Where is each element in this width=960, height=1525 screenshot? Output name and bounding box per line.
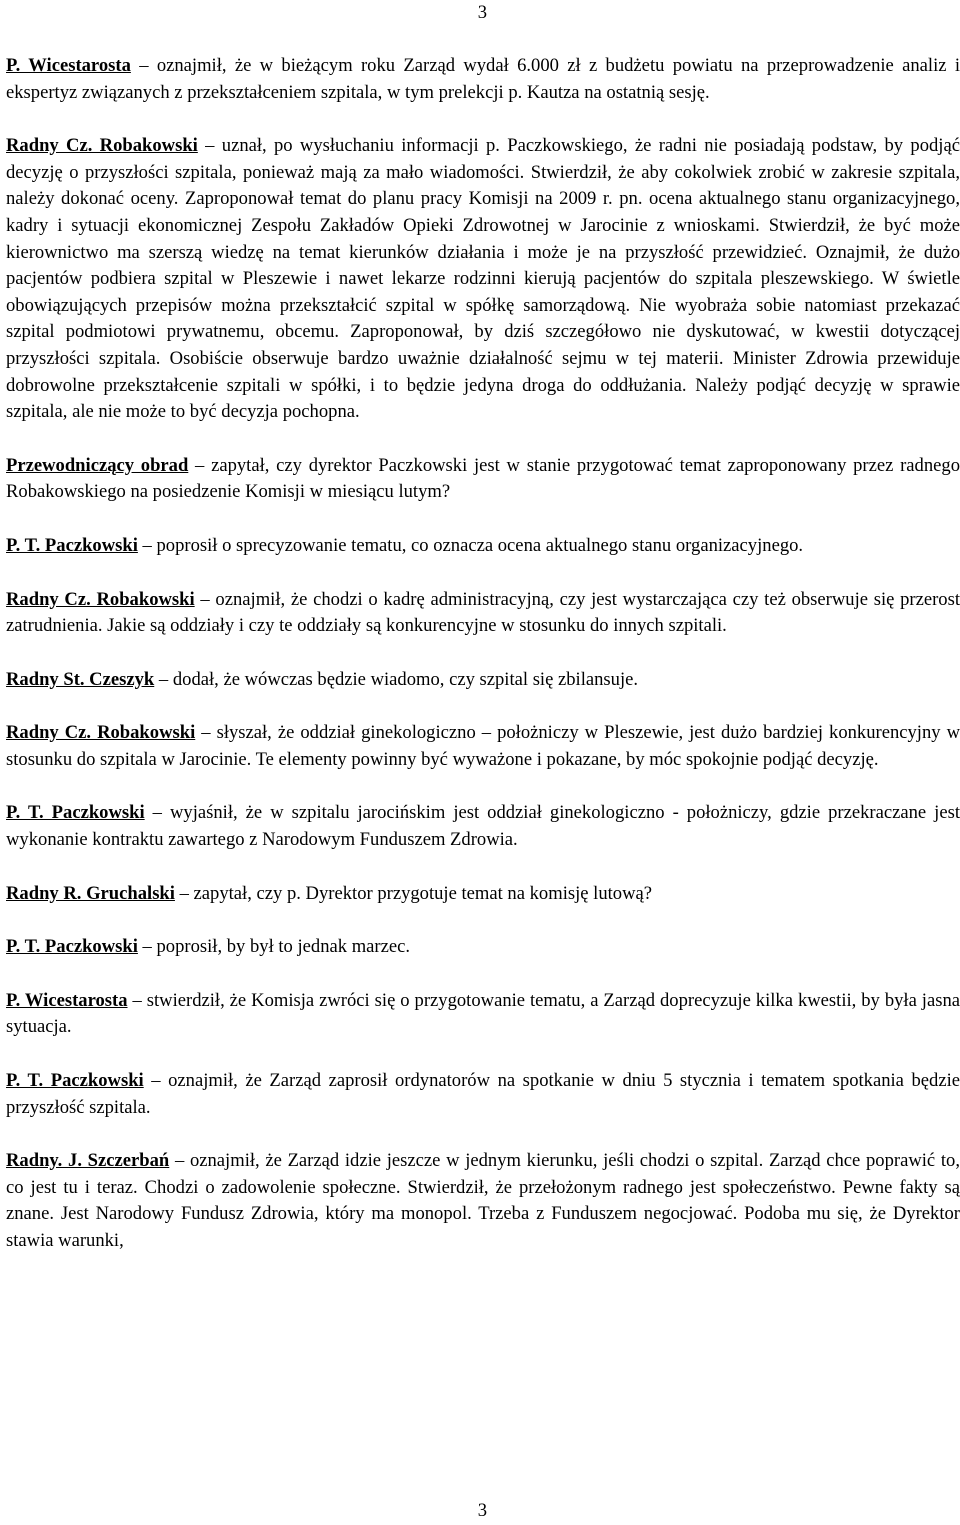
paragraph	[6, 934, 960, 961]
paragraph	[6, 1148, 960, 1254]
paragraph	[6, 720, 960, 773]
paragraph-text: – dodał, że wówczas będzie wiadomo, czy szpital się zbilansuje.	[154, 668, 639, 690]
paragraph	[6, 533, 960, 560]
speaker-name: Radny Cz. Robakowski	[6, 588, 195, 610]
paragraph-text: – zapytał, czy dyrektor Paczkowski jest w stanie przygotować temat zaproponowany przez radnego Robakowskiego na posiedzenie Komisji w miesiącu lutym?	[6, 454, 960, 503]
speaker-name: Radny Cz. Robakowski	[6, 135, 198, 157]
paragraph-text: – oznajmił, że Zarząd idzie jeszcze w jednym kierunku, jeśli chodzi o szpital. Zarząd chce poprawić to, co jest tu i teraz. Chodzi o zadowolenie społeczne. Stwierdził, że przełożonym radnego jest społeczeństwo. Pewne fakty są znane. Jest Narodowy Fundusz Zdrowia, który ma monopol. Trzeba z Funduszem negocjować. Podoba mu się, że Dyrektor stawia warunki,	[6, 1150, 960, 1251]
page-number-top: 3	[477, 2, 487, 23]
speaker-name: P. Wicestarosta	[6, 55, 131, 76]
paragraph-text: – oznajmił, że chodzi o kadrę administracyjną, czy jest wystarczająca czy też obserwuje się przerost zatrudnienia. Jakie są oddziały i czy te oddziały są konkurencyjne w stosunku do innych szpitali.	[6, 588, 960, 637]
speaker-name: P. T. Paczkowski	[6, 936, 138, 958]
paragraph	[6, 587, 960, 640]
paragraph-text: – poprosił o sprecyzowanie tematu, co oznacza ocena aktualnego stanu organizacyjnego.	[137, 534, 804, 556]
paragraph	[6, 881, 960, 908]
speaker-name: P. T. Paczkowski	[6, 534, 138, 556]
paragraph-text: – słyszał, że oddział ginekologiczno – położniczy w Pleszewie, jest dużo bardziej konkurencyjny w stosunku do szpitala w Jarocinie. Te elementy powinny być wyważone i pokazane, by móc spokojnie podjąć decyzję.	[6, 722, 960, 770]
page-number-bottom: 3	[477, 1500, 487, 1521]
speaker-name: P. T. Paczkowski	[6, 802, 145, 824]
paragraph-text: – oznajmił, że w bieżącym roku Zarząd wydał 6.000 zł z budżetu powiatu na przeprowadzenie analiz i ekspertyz związanych z przekształceniem szpitala, w tym prelekcji p. Kautza na ostatnią sesję.	[6, 55, 960, 103]
speaker-name: Radny St. Czeszyk	[6, 668, 155, 690]
paragraph	[6, 53, 960, 106]
paragraph	[6, 800, 960, 853]
paragraph-text: – oznajmił, że Zarząd zaprosił ordynatorów na spotkanie w dniu 5 stycznia i tematem spotkania będzie przyszłość szpitala.	[6, 1070, 960, 1118]
paragraph-text: – uznał, po wysłuchaniu informacji p. Paczkowskiego, że radni nie posiadają podstaw, by podjąć decyzję o przyszłości szpitala, ponieważ mają za mało wiadomości. Stwierdził, że aby cokolwiek zrobić w zakresie szpitala, należy dokonać oceny. Zaproponował temat do planu pracy Komisji na 2009 r. pn. ocena aktualnego stanu organizacyjnego, kadry i sytuacji ekonomicznej Zespołu Zakładów Opieki Zdrowotnej w Jarocinie z wnioskami. Stwierdził, że być może kierownictwo ma szerszą wiedzę na temat kierunków działania i może je na przyszłość przewidzieć. Oznajmił, że dużo pacjentów podbiera szpital w Pleszewie i nawet lekarze rodzinni kierują pacjentów do szpitala pleszewskiego. W świetle obowiązujących przepisów można przekształcić szpital w spółkę samorządową. Nie wyobraża sobie natomiast przekazać szpital podmiotowi prywatnemu, obcemu. Zaproponował, by dziś szczegółowo nie dyskutować, w kwestii dotyczącej przyszłości szpitala. Osobiście obserwuje bardzo uważnie działalność sejmu w tej materii. Minister Zdrowia przewiduje dobrowolne przekształcenie szpitali w spółki, i to będzie jedyna droga do oddłużania. Należy podjąć decyzję w sprawie szpitala, ale nie może to być decyzja pochopna.	[6, 135, 960, 423]
speaker-name: Radny Cz. Robakowski	[6, 722, 196, 744]
document-body	[6, 53, 960, 1282]
paragraph	[6, 988, 960, 1041]
speaker-name: P. T. Paczkowski	[6, 1070, 144, 1092]
paragraph	[6, 667, 960, 694]
speaker-name: P. Wicestarosta	[6, 989, 128, 1011]
paragraph-text: – stwierdził, że Komisja zwróci się o przygotowanie tematu, a Zarząd doprecyzuje kilka kwestii, by była jasna sytuacja.	[6, 989, 960, 1038]
speaker-name: Radny. J. Szczerbań	[6, 1150, 170, 1172]
speaker-name: Przewodniczący obrad	[6, 454, 189, 476]
speaker-name: Radny R. Gruchalski	[6, 882, 175, 904]
paragraph	[6, 453, 960, 506]
paragraph	[6, 133, 960, 426]
paragraph-text: – zapytał, czy p. Dyrektor przygotuje temat na komisję lutową?	[174, 882, 653, 904]
paragraph	[6, 1068, 960, 1121]
paragraph-text: – poprosił, by był to jednak marzec.	[137, 936, 411, 958]
paragraph-text: – wyjaśnił, że w szpitalu jarocińskim jest oddział ginekologiczno - położniczy, gdzie przekraczane jest wykonanie kontraktu zawartego z Narodowym Funduszem Zdrowia.	[6, 802, 960, 851]
